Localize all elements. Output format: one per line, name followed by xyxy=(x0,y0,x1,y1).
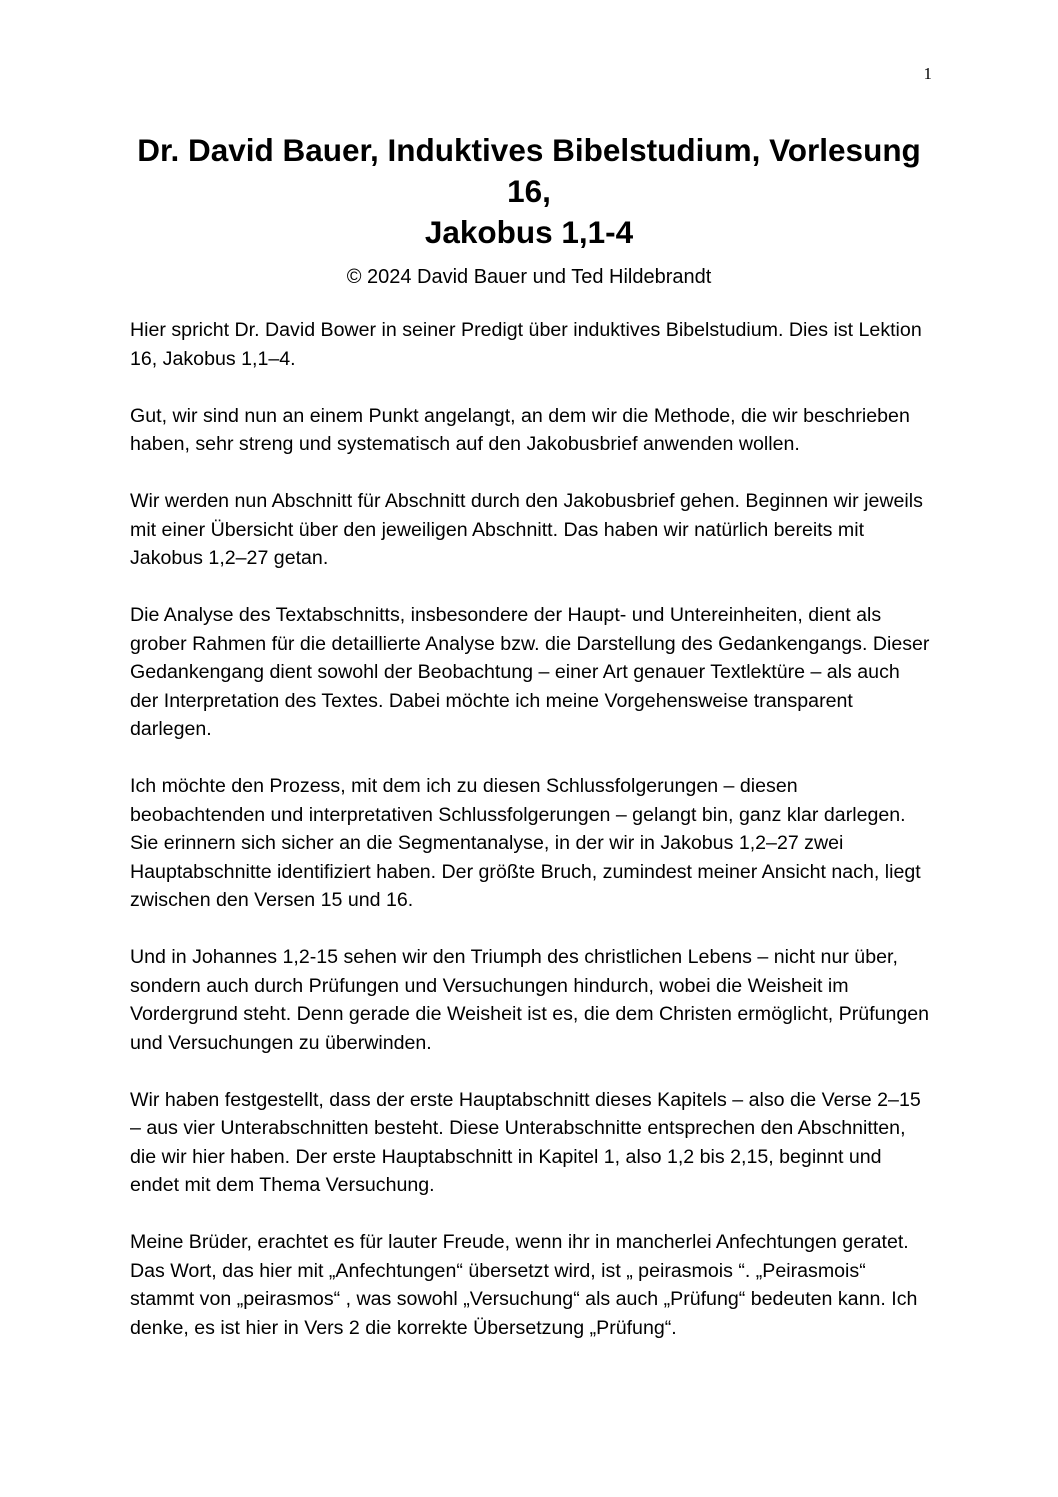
paragraph: Gut, wir sind nun an einem Punkt angelangt, an dem wir die Methode, die wir beschrieben haben, sehr streng und systematisch auf den Jakobusbrief anwenden wollen. xyxy=(130,404,910,455)
paragraph: Wir haben festgestellt, dass der erste Hauptabschnitt dieses Kapitels – also die Verse 2–15 – aus vier Unterabschnitten besteht. Diese Unterabschnitte entsprechen den Abschnitten, die wir hier haben. Der erste Hauptabschnitt in Kapitel 1, also 1,2 bis 2,15, beginnt und endet mit dem Thema Versuchung. xyxy=(130,1088,921,1196)
paragraph: Meine Brüder, erachtet es für lauter Freude, wenn ihr in mancherlei Anfechtungen geratet. Das Wort, das hier mit „Anfechtungen“ übersetzt wird, ist „ peirasmois “. „Peirasmois“ stammt von „peirasmos“ , was sowohl „Versuchung“ als auch „Prüfung“ bedeuten kann. Ich denke, es ist hier in Vers 2 die korrekte Übersetzung „Prüfung“. xyxy=(130,1231,918,1339)
title-line-3: Jakobus 1,1-4 xyxy=(424,214,634,250)
copyright-notice: © 2024 David Bauer und Ted Hildebrandt xyxy=(346,266,712,288)
document-body xyxy=(130,316,930,1371)
document-title xyxy=(128,130,930,253)
paragraph: Ich möchte den Prozess, mit dem ich zu diesen Schlussfolgerungen – diesen beobachtenden und interpretativen Schlussfolgerungen – gelangt bin, ganz klar darlegen. Sie erinnern sich sicher an die Segmentanalyse, in der wir in Jakobus 1,2–27 zwei Hauptabschnitte identifiziert haben. Der größte Bruch, zumindest meiner Ansicht nach, liegt zwischen den Versen 15 und 16. xyxy=(130,775,921,911)
paragraph: Wir werden nun Abschnitt für Abschnitt durch den Jakobusbrief gehen. Beginnen wir jeweils mit einer Übersicht über den jeweiligen Abschnitt. Das haben wir natürlich bereits mit Jakobus 1,2–27 getan. xyxy=(130,490,923,569)
paragraph: Die Analyse des Textabschnitts, insbesondere der Haupt- und Untereinheiten, dient als grober Rahmen für die detaillierte Analyse bzw. die Darstellung des Gedankengangs. Dieser Gedankengang dient sowohl der Beobachtung – einer Art genauer Textlektüre – als auch der Interpretation des Textes. Dabei möchte ich meine Vorgehensweise transparent darlegen. xyxy=(130,604,930,740)
page-number: 1 xyxy=(923,64,932,83)
title-line-2: 16, xyxy=(507,173,551,209)
paragraph: Und in Johannes 1,2-15 sehen wir den Triumph des christlichen Lebens – nicht nur über, sondern auch durch Prüfungen und Versuchungen hindurch, wobei die Weisheit im Vordergrund steht. Denn gerade die Weisheit ist es, die dem Christen ermöglicht, Prüfungen und Versuchungen zu überwinden. xyxy=(130,946,930,1054)
paragraph: Hier spricht Dr. David Bower in seiner Predigt über induktives Bibelstudium. Dies ist Lektion 16, Jakobus 1,1–4. xyxy=(130,319,922,370)
title-line-1: Dr. David Bauer, Induktives Bibelstudium, Vorlesung xyxy=(137,132,921,168)
